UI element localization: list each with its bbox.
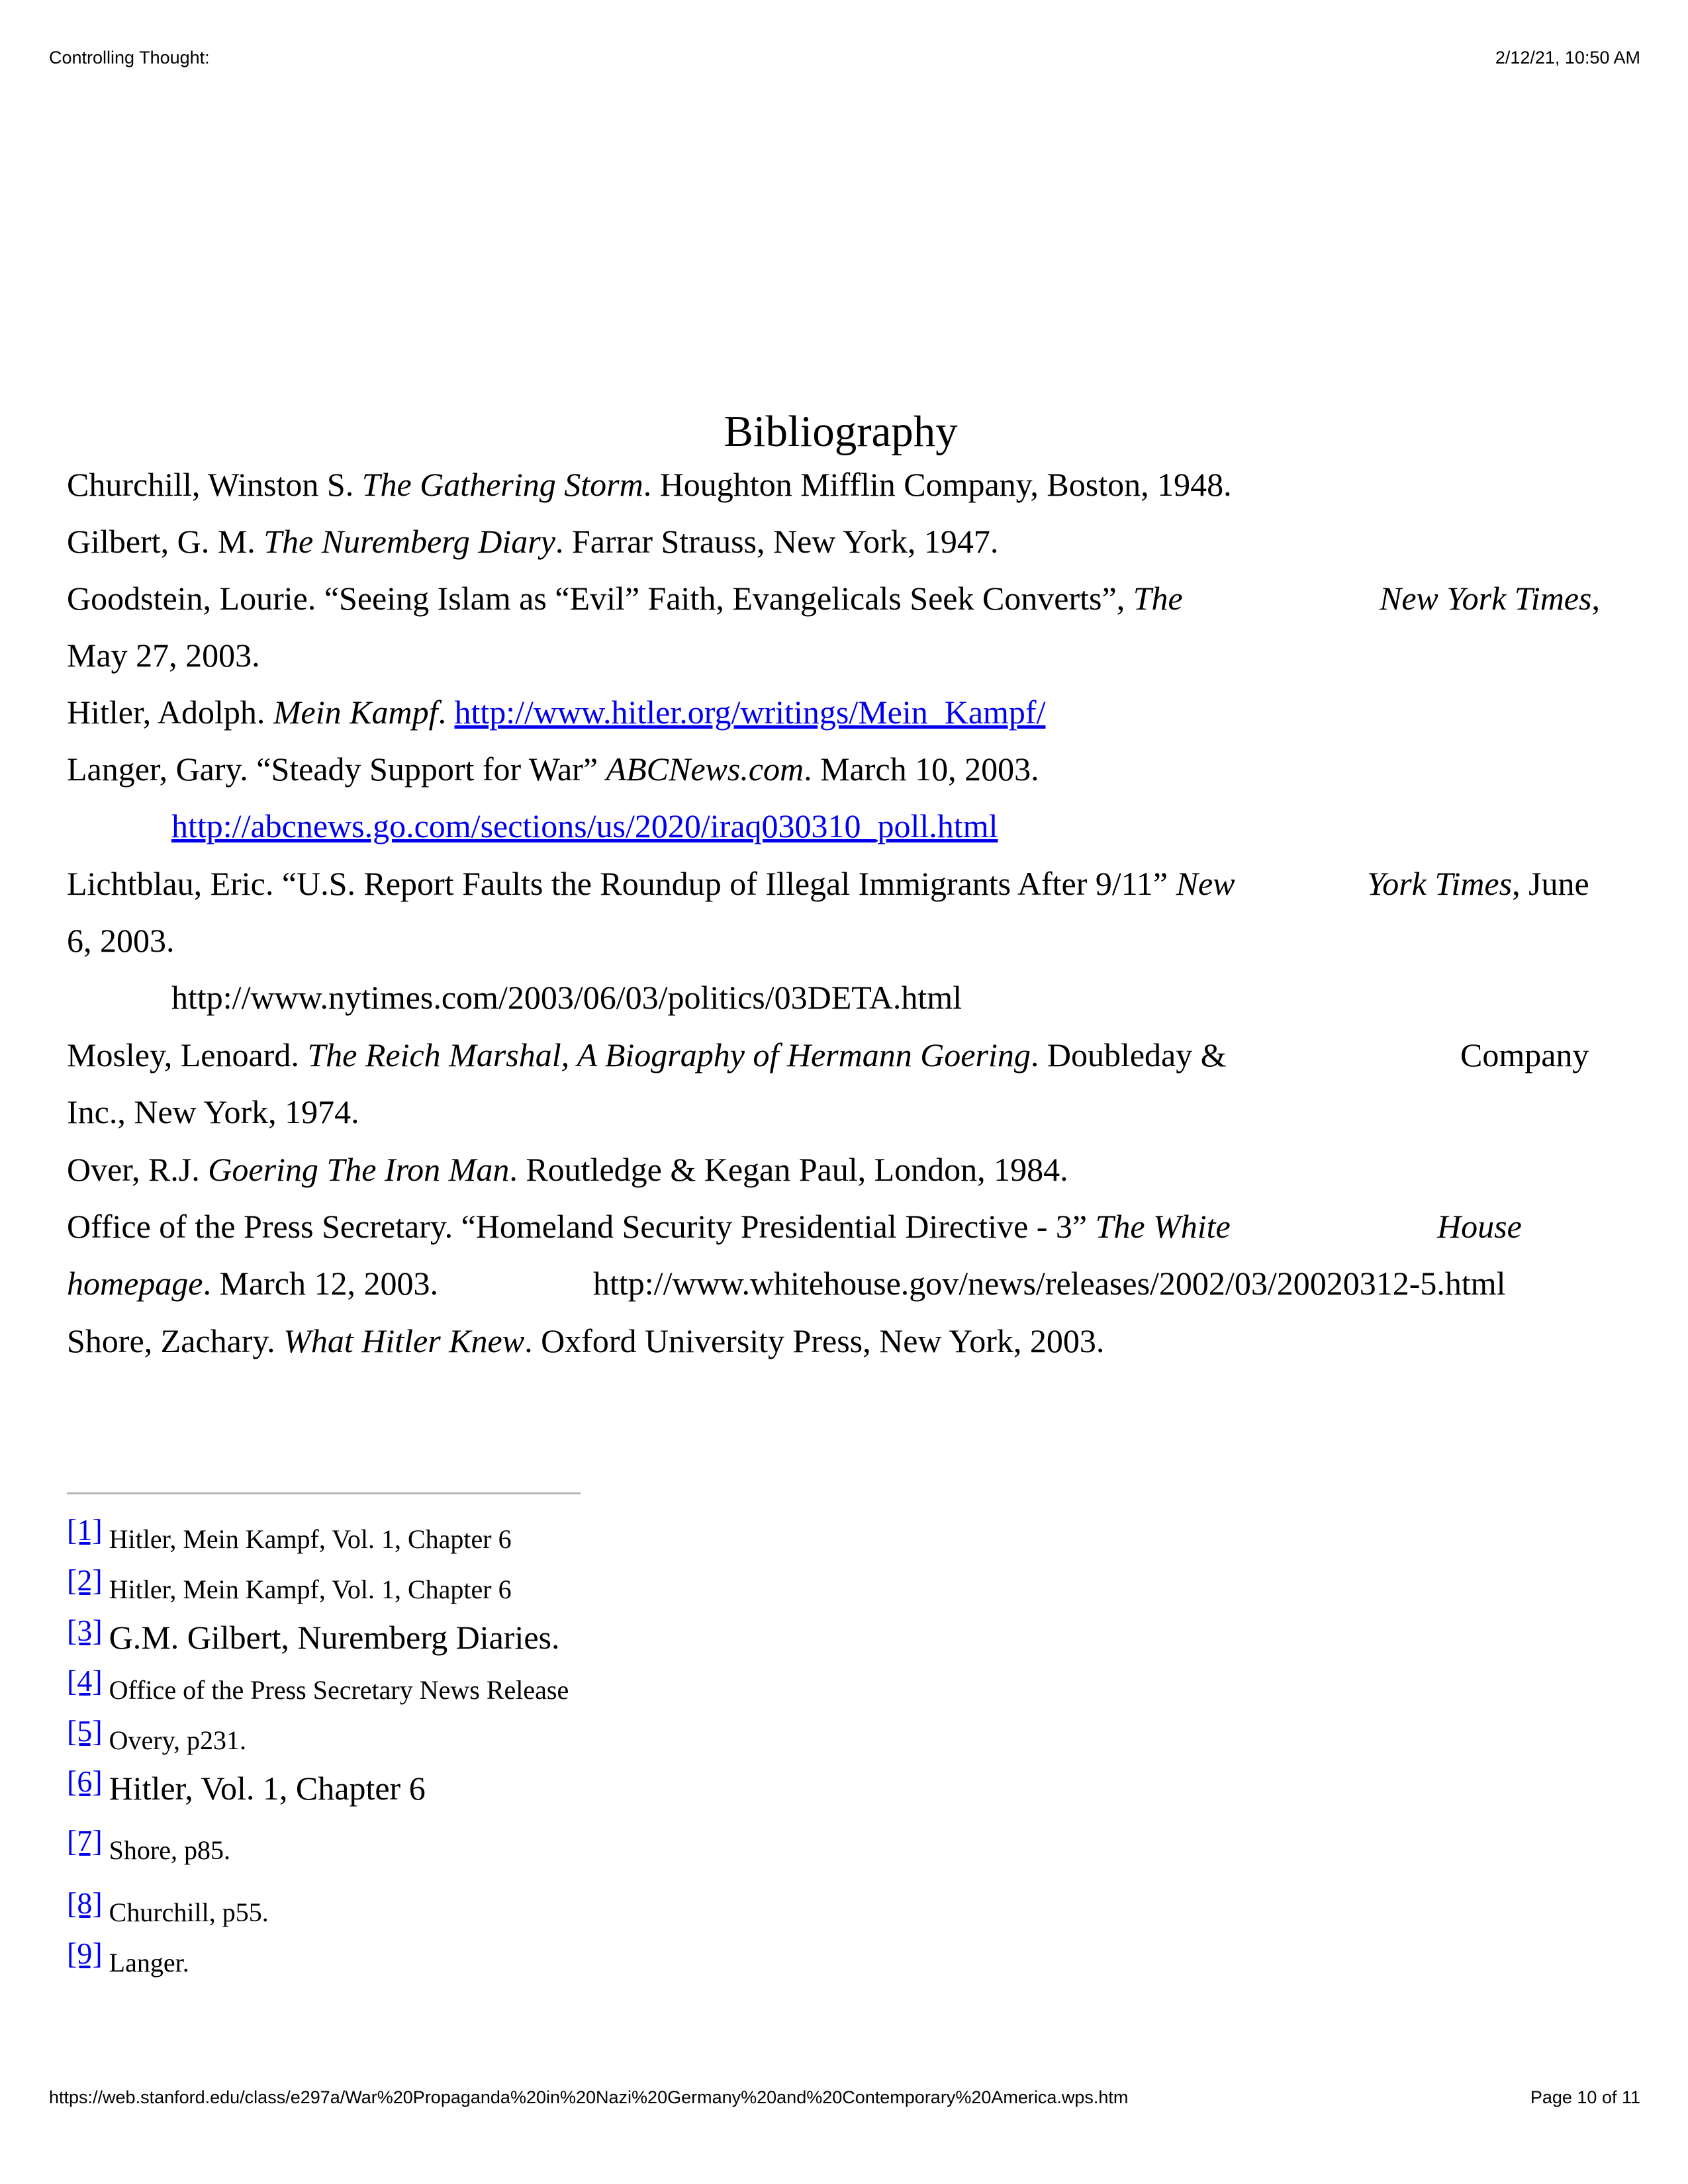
bib-entry-langer-url	[171, 806, 998, 846]
footnote-4: [4] Office of the Press Secretary News Release	[67, 1664, 569, 1705]
bib-entry-lichtblau: Lichtblau, Eric. “U.S. Report Faults the Roundup of Illegal Immigrants After 9/11” New	[67, 865, 1235, 902]
bib-entry-lichtblau-date: 6, 2003.	[67, 922, 175, 959]
bib-entry-lichtblau-publication: York Times, June	[1367, 865, 1589, 902]
bib-entry-press-secretary-cont: homepage. March 12, 2003.	[67, 1265, 438, 1302]
footnote-ref-3[interactable]: [3]	[67, 1614, 103, 1647]
print-header-datetime: 2/12/21, 10:50 AM	[1495, 48, 1640, 68]
bib-entry-over: Over, R.J. Goering The Iron Man. Routledge & Kegan Paul, London, 1984.	[67, 1151, 1068, 1188]
bib-entry-press-secretary-house: House	[1437, 1208, 1522, 1245]
footnote-ref-9[interactable]: [9]	[67, 1936, 103, 1970]
bib-entry-lichtblau-url: http://www.nytimes.com/2003/06/03/politics/03DETA.html	[171, 979, 962, 1016]
print-footer-page: Page 10 of 11	[1530, 2087, 1640, 2107]
footnote-9: [9] Langer.	[67, 1936, 189, 1978]
bib-entry-goodstein-publication: New York Times,	[1380, 580, 1600, 617]
bib-entry-goodstein: Goodstein, Lourie. “Seeing Islam as “Evil” Faith, Evangelicals Seek Converts”, The	[67, 580, 1183, 617]
bib-entry-gilbert: Gilbert, G. M. The Nuremberg Diary. Farrar Strauss, New York, 1947.	[67, 523, 999, 560]
bib-entry-churchill: Churchill, Winston S. The Gathering Storm. Houghton Mifflin Company, Boston, 1948.	[67, 466, 1232, 503]
footnote-7: [7] Shore, p85.	[67, 1824, 230, 1865]
abcnews-link[interactable]: http://abcnews.go.com/sections/us/2020/iraq030310_poll.html	[171, 807, 998, 844]
footnote-8: [8] Churchill, p55.	[67, 1886, 269, 1927]
bib-entry-shore: Shore, Zachary. What Hitler Knew. Oxford University Press, New York, 2003.	[67, 1322, 1105, 1359]
bib-entry-langer: Langer, Gary. “Steady Support for War” ABCNews.com. March 10, 2003.	[67, 751, 1039, 788]
bib-entry-goodstein-date: May 27, 2003.	[67, 637, 260, 674]
print-header-title: Controlling Thought:	[49, 48, 210, 68]
bib-entry-hitler: Hitler, Adolph. Mein Kampf. http://www.hitler.org/writings/Mein_Kampf/	[67, 694, 1046, 731]
print-footer-url: https://web.stanford.edu/class/e297a/War%20Propaganda%20in%20Nazi%20Germany%20and%20Contemporary%20America.wps.htm	[49, 2087, 1129, 2107]
bib-entry-press-secretary-url: http://www.whitehouse.gov/news/releases/2002/03/20020312-5.html	[593, 1265, 1506, 1302]
bib-entry-press-secretary: Office of the Press Secretary. “Homeland Security Presidential Directive - 3” The White	[67, 1208, 1231, 1245]
bib-entry-mosley-cont: Inc., New York, 1974.	[67, 1093, 359, 1130]
footnote-ref-6[interactable]: [6]	[67, 1764, 103, 1798]
footnote-3: [3] G.M. Gilbert, Nuremberg Diaries.	[67, 1614, 560, 1656]
bib-entry-mosley: Mosley, Lenoard. The Reich Marshal, A Biography of Hermann Goering. Doubleday &	[67, 1036, 1227, 1073]
mein-kampf-link[interactable]: http://www.hitler.org/writings/Mein_Kampf/	[454, 694, 1046, 731]
footnote-5: [5] Overy, p231.	[67, 1714, 247, 1755]
footnote-ref-5[interactable]: [5]	[67, 1714, 103, 1748]
footnote-ref-7[interactable]: [7]	[67, 1824, 103, 1858]
footnote-ref-4[interactable]: [4]	[67, 1664, 103, 1698]
footnote-ref-1[interactable]: [1]	[67, 1513, 103, 1547]
footnote-1: [1] Hitler, Mein Kampf, Vol. 1, Chapter 6	[67, 1513, 512, 1554]
footnote-divider	[67, 1492, 581, 1494]
bibliography-heading: Bibliography	[724, 407, 958, 456]
footnote-ref-2[interactable]: [2]	[67, 1563, 103, 1597]
bib-entry-mosley-company: Company	[1460, 1036, 1589, 1073]
footnote-ref-8[interactable]: [8]	[67, 1886, 103, 1920]
footnote-6: [6] Hitler, Vol. 1, Chapter 6	[67, 1764, 426, 1807]
footnote-2: [2] Hitler, Mein Kampf, Vol. 1, Chapter 6	[67, 1563, 512, 1604]
